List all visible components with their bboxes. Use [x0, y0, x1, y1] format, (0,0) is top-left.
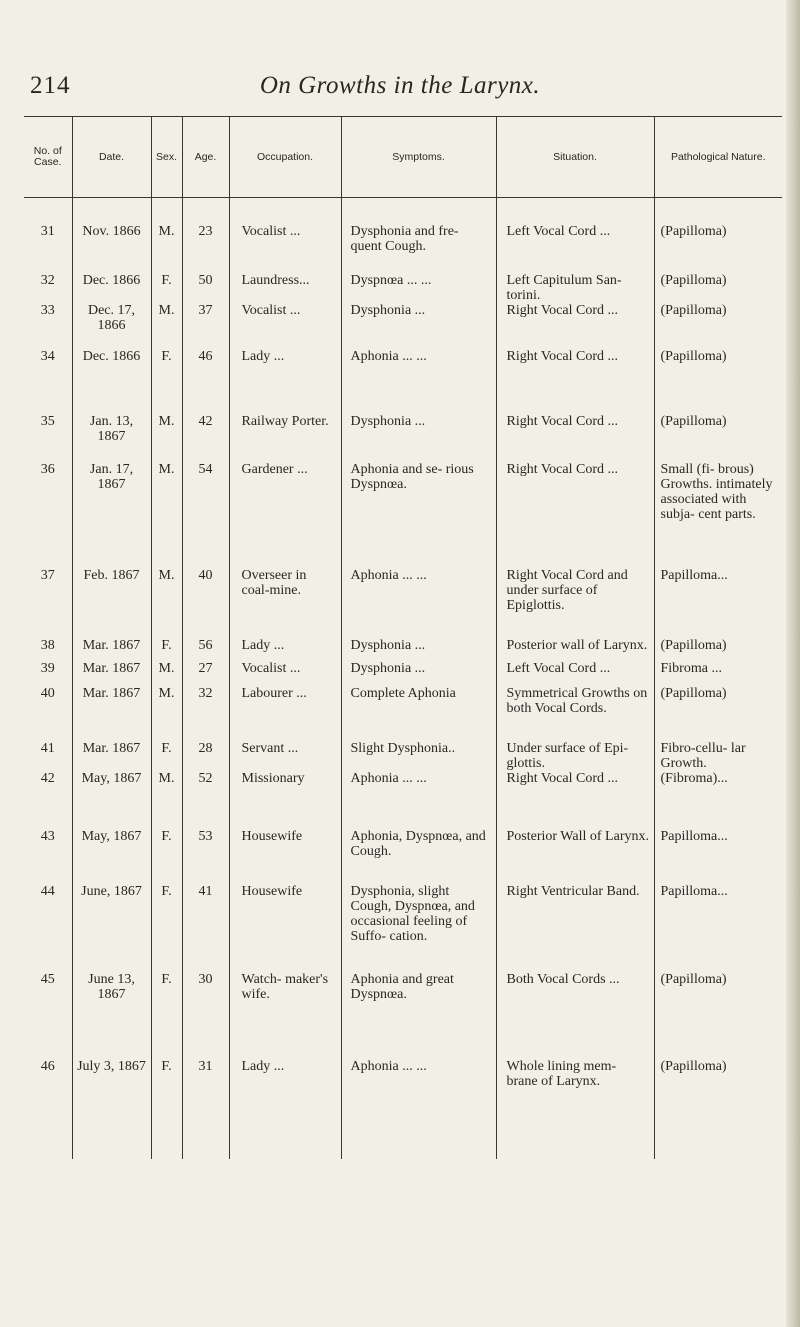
- case-symptoms: Dyspnœa ... ...: [341, 273, 496, 303]
- case-symptoms: Aphonia ... ...: [341, 568, 496, 638]
- case-pathological-nature: (Papilloma): [654, 198, 782, 274]
- case-occupation: Lady ...: [229, 1059, 341, 1129]
- case-number: 34: [40, 349, 55, 364]
- case-date: May, 1867: [72, 829, 151, 884]
- table-row: [24, 273, 782, 303]
- case-date: Feb. 1867: [72, 568, 151, 638]
- case-age: 40: [182, 568, 229, 638]
- case-pathological-nature: (Papilloma): [654, 349, 782, 414]
- case-situation: Right Vocal Cord ...: [496, 462, 654, 568]
- case-number: 40: [40, 686, 55, 701]
- table-row: [24, 568, 782, 638]
- case-pathological-nature: (Papilloma): [654, 1059, 782, 1129]
- case-number: 46: [40, 1059, 55, 1074]
- case-age: 42: [182, 414, 229, 462]
- case-pathological-nature: Fibro-cellu- lar Growth.: [654, 741, 782, 771]
- case-number: 42: [40, 771, 55, 786]
- case-date: July 3, 1867: [72, 1059, 151, 1129]
- header-age: Age.: [182, 117, 229, 198]
- header-sex: Sex.: [151, 117, 182, 198]
- case-age: 50: [182, 273, 229, 303]
- case-sex: F.: [151, 1059, 182, 1129]
- case-number: 44: [40, 884, 55, 899]
- case-age: 32: [182, 686, 229, 741]
- case-pathological-nature: (Papilloma): [654, 303, 782, 349]
- header-date: Date.: [72, 117, 151, 198]
- case-date: June, 1867: [72, 884, 151, 972]
- case-date: May, 1867: [72, 771, 151, 829]
- case-symptoms: Dysphonia ...: [341, 414, 496, 462]
- case-age: 41: [182, 884, 229, 972]
- case-pathological-nature: Small (fi- brous) Growths. intimately associated with subja- cent parts.: [654, 462, 782, 568]
- case-sex: M.: [151, 414, 182, 462]
- case-pathological-nature: (Fibroma)...: [654, 771, 782, 829]
- case-symptoms: Dysphonia ...: [341, 638, 496, 661]
- case-age: 27: [182, 661, 229, 686]
- header-occupation: Occupation.: [229, 117, 341, 198]
- case-occupation: Labourer ...: [229, 686, 341, 741]
- table-row: [24, 349, 782, 414]
- case-number: 35: [40, 414, 55, 429]
- case-age: 46: [182, 349, 229, 414]
- case-pathological-nature: (Papilloma): [654, 972, 782, 1059]
- case-number: 31: [40, 224, 55, 239]
- table-row: [24, 829, 782, 884]
- case-date: Jan. 13, 1867: [72, 414, 151, 462]
- table-row: [24, 741, 782, 771]
- case-sex: F.: [151, 972, 182, 1059]
- case-sex: M.: [151, 771, 182, 829]
- case-symptoms: Aphonia, Dyspnœa, and Cough.: [341, 829, 496, 884]
- case-situation: Right Vocal Cord ...: [496, 349, 654, 414]
- table-tail: [24, 1129, 782, 1159]
- case-sex: M.: [151, 686, 182, 741]
- case-occupation: Lady ...: [229, 349, 341, 414]
- table-row: [24, 661, 782, 686]
- case-age: 23: [182, 198, 229, 274]
- case-occupation: Lady ...: [229, 638, 341, 661]
- case-pathological-nature: Papilloma...: [654, 884, 782, 972]
- case-symptoms: Dysphonia ...: [341, 303, 496, 349]
- page-title: On Growths in the Larynx.: [259, 72, 541, 99]
- case-pathological-nature: (Papilloma): [654, 273, 782, 303]
- table-row: [24, 884, 782, 972]
- case-symptoms: Aphonia and great Dyspnœa.: [341, 972, 496, 1059]
- case-occupation: Housewife: [229, 829, 341, 884]
- header-case-no: No. of Case.: [24, 117, 72, 198]
- case-situation: Whole lining mem- brane of Larynx.: [496, 1059, 654, 1129]
- case-occupation: Vocalist ...: [229, 303, 341, 349]
- case-occupation: Railway Porter.: [229, 414, 341, 462]
- case-number: 41: [40, 741, 55, 756]
- case-age: 28: [182, 741, 229, 771]
- case-situation: Left Vocal Cord ...: [496, 661, 654, 686]
- case-age: 37: [182, 303, 229, 349]
- case-situation: Right Vocal Cord and under surface of Epiglottis.: [496, 568, 654, 638]
- case-table: [24, 116, 782, 1159]
- case-number: 33: [40, 303, 55, 318]
- case-symptoms: Slight Dysphonia..: [341, 741, 496, 771]
- case-sex: M.: [151, 661, 182, 686]
- table-row: [24, 686, 782, 741]
- case-sex: F.: [151, 884, 182, 972]
- case-age: 54: [182, 462, 229, 568]
- case-sex: F.: [151, 741, 182, 771]
- case-date: Dec. 17, 1866: [72, 303, 151, 349]
- case-occupation: Servant ...: [229, 741, 341, 771]
- table-header-row: [24, 117, 782, 198]
- case-age: 31: [182, 1059, 229, 1129]
- running-head: [0, 72, 800, 112]
- header-situation: Situation.: [496, 117, 654, 198]
- case-occupation: Vocalist ...: [229, 661, 341, 686]
- case-situation: Right Vocal Cord ...: [496, 771, 654, 829]
- table-row: [24, 462, 782, 568]
- case-occupation: Vocalist ...: [229, 198, 341, 274]
- case-situation: Right Vocal Cord ...: [496, 303, 654, 349]
- case-situation: Left Capitulum San- torini.: [496, 273, 654, 303]
- case-number: 37: [40, 568, 55, 583]
- case-sex: F.: [151, 349, 182, 414]
- case-date: Nov. 1866: [72, 198, 151, 274]
- case-occupation: Gardener ...: [229, 462, 341, 568]
- page-edge: [786, 0, 800, 1327]
- case-pathological-nature: Papilloma...: [654, 829, 782, 884]
- table-row: [24, 771, 782, 829]
- case-date: Dec. 1866: [72, 349, 151, 414]
- case-age: 52: [182, 771, 229, 829]
- case-sex: M.: [151, 568, 182, 638]
- case-occupation: Missionary: [229, 771, 341, 829]
- case-pathological-nature: (Papilloma): [654, 414, 782, 462]
- case-pathological-nature: (Papilloma): [654, 686, 782, 741]
- case-age: 56: [182, 638, 229, 661]
- case-symptoms: Aphonia ... ...: [341, 771, 496, 829]
- case-occupation: Watch- maker's wife.: [229, 972, 341, 1059]
- case-symptoms: Aphonia ... ...: [341, 1059, 496, 1129]
- case-date: Jan. 17, 1867: [72, 462, 151, 568]
- case-situation: Under surface of Epi- glottis.: [496, 741, 654, 771]
- case-pathological-nature: Fibroma ...: [654, 661, 782, 686]
- case-number: 43: [40, 829, 55, 844]
- case-occupation: Laundress...: [229, 273, 341, 303]
- case-situation: Symmetrical Growths on both Vocal Cords.: [496, 686, 654, 741]
- case-symptoms: Dysphonia ...: [341, 661, 496, 686]
- case-situation: Posterior Wall of Larynx.: [496, 829, 654, 884]
- case-situation: Right Vocal Cord ...: [496, 414, 654, 462]
- case-symptoms: Complete Aphonia: [341, 686, 496, 741]
- case-sex: F.: [151, 273, 182, 303]
- case-sex: M.: [151, 303, 182, 349]
- case-date: Dec. 1866: [72, 273, 151, 303]
- case-date: Mar. 1867: [72, 686, 151, 741]
- case-situation: Both Vocal Cords ...: [496, 972, 654, 1059]
- case-sex: M.: [151, 462, 182, 568]
- case-number: 32: [40, 273, 55, 288]
- case-symptoms: Aphonia ... ...: [341, 349, 496, 414]
- case-situation: Posterior wall of Larynx.: [496, 638, 654, 661]
- table-row: [24, 414, 782, 462]
- case-date: June 13, 1867: [72, 972, 151, 1059]
- table-row: [24, 1059, 782, 1129]
- case-sex: M.: [151, 198, 182, 274]
- case-symptoms: Dysphonia, slight Cough, Dyspnœa, and occasional feeling of Suffo- cation.: [341, 884, 496, 972]
- header-pathological-nature: Pathological Nature.: [654, 117, 782, 198]
- header-symptoms: Symptoms.: [341, 117, 496, 198]
- case-pathological-nature: (Papilloma): [654, 638, 782, 661]
- table-row: [24, 972, 782, 1059]
- case-sex: F.: [151, 829, 182, 884]
- case-sex: F.: [151, 638, 182, 661]
- table-row: [24, 303, 782, 349]
- case-date: Mar. 1867: [72, 638, 151, 661]
- page-number: 214: [30, 72, 71, 99]
- case-symptoms: Dysphonia and fre- quent Cough.: [341, 198, 496, 274]
- case-situation: Left Vocal Cord ...: [496, 198, 654, 274]
- table-row: [24, 638, 782, 661]
- table-row: [24, 198, 782, 274]
- case-age: 53: [182, 829, 229, 884]
- case-pathological-nature: Papilloma...: [654, 568, 782, 638]
- case-symptoms: Aphonia and se- rious Dyspnœa.: [341, 462, 496, 568]
- case-age: 30: [182, 972, 229, 1059]
- case-number: 45: [40, 972, 55, 987]
- case-number: 38: [40, 638, 55, 653]
- case-number: 39: [40, 661, 55, 676]
- case-date: Mar. 1867: [72, 741, 151, 771]
- case-situation: Right Ventricular Band.: [496, 884, 654, 972]
- case-number: 36: [40, 462, 55, 477]
- case-date: Mar. 1867: [72, 661, 151, 686]
- case-occupation: Housewife: [229, 884, 341, 972]
- case-occupation: Overseer in coal-mine.: [229, 568, 341, 638]
